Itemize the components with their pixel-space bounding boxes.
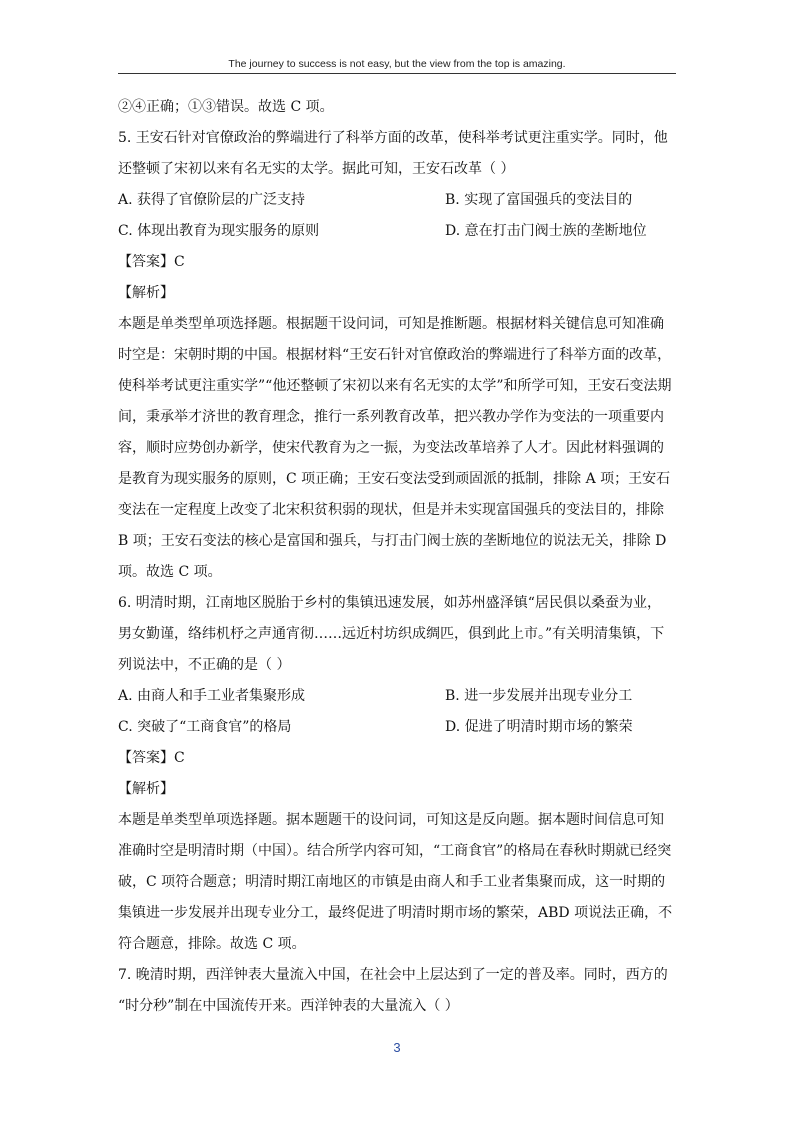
option-row — [118, 687, 676, 718]
analysis-line: 项。故选 C 项。 — [118, 564, 222, 580]
analysis-line: B 项；王安石变法的核心是富国和强兵，与打击门阀士族的垄断地位的说法无关，排除 D — [118, 533, 667, 549]
question-5 — [118, 129, 676, 594]
option-row — [118, 718, 676, 749]
analysis-line: 是教育为现实服务的原则，C 项正确；王安石变法受到顽固派的抵制，排除 A 项；王安石 — [118, 471, 671, 487]
analysis-title: 【解析】 — [118, 781, 174, 797]
option-d: D. 促进了明清时期市场的繁荣 — [445, 719, 633, 735]
option-b: B. 进一步发展并出现专业分工 — [445, 688, 633, 704]
option-a: A. 由商人和手工业者集聚形成 — [118, 688, 306, 704]
question-stem-line: “时分秒”制在中国流传开来。西洋钟表的大量流入（ ） — [118, 998, 459, 1014]
analysis-line: 容，顺时应势创办新学，使宋代教育为之一振，为变法改革培养了人才。因此材料强调的 — [118, 440, 664, 456]
analysis-line: 符合题意，排除。故选 C 项。 — [118, 936, 306, 952]
previous-answer-tail: ②④正确；①③错误。故选 C 项。 — [118, 99, 334, 115]
option-row — [118, 191, 676, 222]
option-c: C. 体现出教育为现实服务的原则 — [118, 223, 320, 239]
option-d: D. 意在打击门阀士族的垄断地位 — [445, 223, 647, 239]
question-stem-line: 5. 王安石针对官僚政治的弊端进行了科举方面的改革，使科举考试更注重实学。同时，他 — [118, 130, 668, 146]
option-b: B. 实现了富国强兵的变法目的 — [445, 192, 633, 208]
question-7 — [118, 966, 676, 1028]
option-row — [118, 222, 676, 253]
analysis-line: 破，C 项符合题意；明清时期江南地区的市镇是由商人和手工业者集聚而成，这一时期的 — [118, 874, 666, 890]
header-divider — [118, 73, 676, 74]
option-c: C. 突破了“工商食官”的格局 — [118, 719, 292, 735]
question-6 — [118, 594, 676, 966]
analysis-title: 【解析】 — [118, 285, 174, 301]
analysis-line: 本题是单类型单项选择题。据本题题干的设问词，可知这是反向题。据本题时间信息可知 — [118, 812, 664, 828]
answer-label: 【答案】C — [118, 750, 185, 766]
question-stem-line: 7. 晚清时期，西洋钟表大量流入中国，在社会中上层达到了一定的普及率。同时，西方的 — [118, 967, 668, 983]
answer-label: 【答案】C — [118, 254, 185, 270]
page-content — [118, 98, 676, 1028]
option-a: A. 获得了官僚阶层的广泛支持 — [118, 192, 306, 208]
analysis-line: 时空是：宋朝时期的中国。根据材料“王安石针对官僚政治的弊端进行了科举方面的改革， — [118, 347, 672, 363]
page-number: 3 — [393, 1040, 401, 1055]
question-stem-line: 列说法中，不正确的是（ ） — [118, 657, 291, 673]
analysis-line: 间，秉承举才济世的教育理念，推行一系列教育改革，把兴教办学作为变法的一项重要内 — [118, 409, 664, 425]
question-stem-line: 还整顿了宋初以来有名无实的太学。据此可知，王安石改革（ ） — [118, 161, 515, 177]
analysis-line: 集镇进一步发展并出现专业分工，最终促进了明清时期市场的繁荣，ABD 项说法正确，不 — [118, 905, 673, 921]
analysis-line: 使科举考试更注重实学”“他还整顿了宋初以来有名无实的太学”和所学可知，王安石变法期 — [118, 378, 672, 394]
analysis-line: 变法在一定程度上改变了北宋积贫积弱的现状，但是并未实现富国强兵的变法目的，排除 — [118, 502, 664, 518]
analysis-line: 准确时空是明清时期（中国）。结合所学内容可知，“工商食官”的格局在春秋时期就已经突 — [118, 843, 672, 859]
question-stem-line: 男女勤谨，络纬机杼之声通宵彻……远近村坊织成绸匹，俱到此上市。”有关明清集镇，下 — [118, 626, 665, 642]
analysis-line: 本题是单类型单项选择题。根据题干设问词，可知是推断题。根据材料关键信息可知准确 — [118, 316, 664, 332]
header-motto: The journey to success is not easy, but the view from the top is amazing. — [228, 58, 566, 70]
question-stem-line: 6. 明清时期，江南地区脱胎于乡村的集镇迅速发展，如苏州盛泽镇“居民俱以桑蚕为业， — [118, 595, 661, 611]
